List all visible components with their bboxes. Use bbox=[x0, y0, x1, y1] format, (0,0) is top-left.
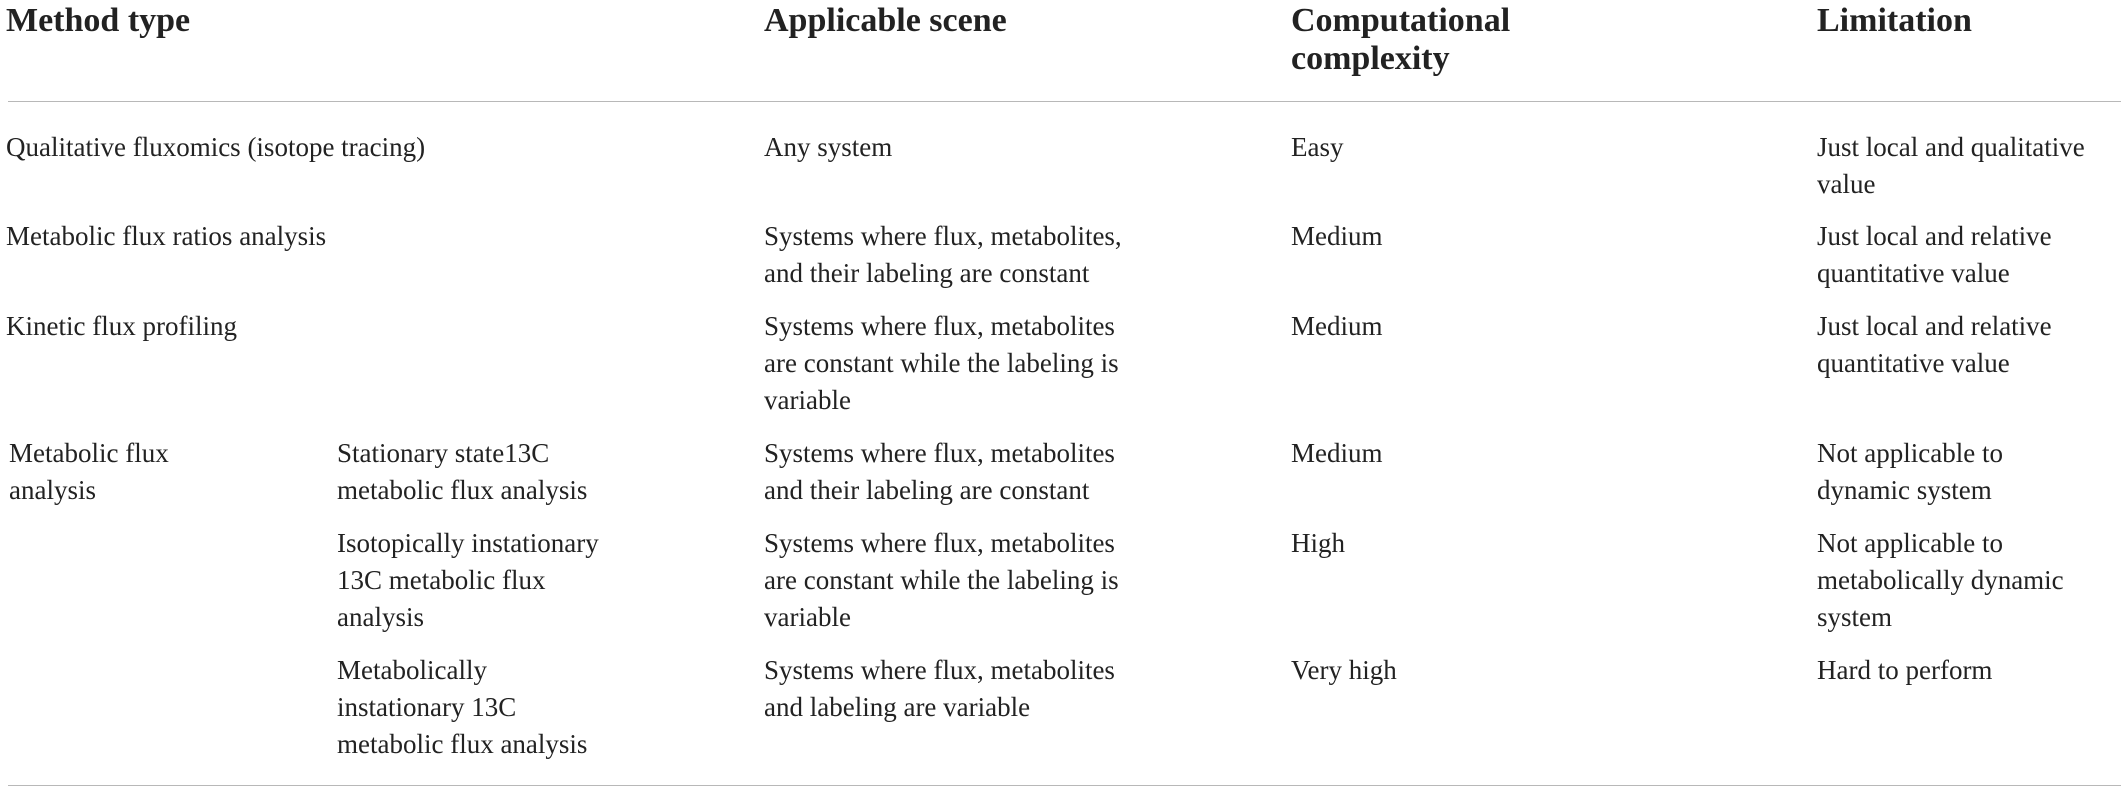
row-3-limitation-line: quantitative value bbox=[1817, 348, 2010, 378]
row-2-limitation-line: Just local and relative bbox=[1817, 221, 2052, 251]
subrow-2-scene-line: Systems where flux, metabolites bbox=[764, 528, 1115, 558]
subrow-3-limitation-line: Hard to perform bbox=[1817, 655, 1993, 685]
subrow-1-scene-line: Systems where flux, metabolites bbox=[764, 438, 1115, 468]
subrow-1-limitation bbox=[1817, 435, 2003, 509]
subrow-3-scene-line: and labeling are variable bbox=[764, 692, 1031, 722]
row-1-limitation-line: value bbox=[1817, 169, 1876, 199]
subrow-2-scene bbox=[764, 525, 1119, 636]
row-1-limitation bbox=[1817, 129, 2085, 203]
row-3-scene-line: are constant while the labeling is bbox=[764, 348, 1119, 378]
subrow-1-scene-line: and their labeling are constant bbox=[764, 475, 1090, 505]
row-3-limitation bbox=[1817, 308, 2052, 382]
row-3-scene bbox=[764, 308, 1119, 419]
group-method-label bbox=[9, 435, 169, 509]
subrow-1-submethod bbox=[337, 435, 587, 509]
row-1-complexity: Easy bbox=[1291, 132, 1344, 162]
row-1-limitation-line: Just local and qualitative bbox=[1817, 132, 2085, 162]
row-2-limitation-line: quantitative value bbox=[1817, 258, 2010, 288]
subrow-2-submethod bbox=[337, 525, 599, 636]
subrow-2-limitation-line: metabolically dynamic bbox=[1817, 565, 2064, 595]
subrow-3-limitation bbox=[1817, 652, 1992, 689]
subrow-3-submethod-line: instationary 13C bbox=[337, 692, 517, 722]
subrow-2-submethod-line: Isotopically instationary bbox=[337, 528, 599, 558]
table-bottom-rule bbox=[8, 785, 2121, 786]
subrow-1-limitation-line: dynamic system bbox=[1817, 475, 1992, 505]
row-1-scene bbox=[764, 129, 892, 166]
subrow-2-limitation bbox=[1817, 525, 2064, 636]
row-1-scene-line: Any system bbox=[764, 132, 893, 162]
subrow-2-submethod-line: 13C metabolic flux bbox=[337, 565, 546, 595]
subrow-1-limitation-line: Not applicable to bbox=[1817, 438, 2003, 468]
header-limitation: Limitation bbox=[1817, 2, 1972, 39]
subrow-3-submethod bbox=[337, 652, 587, 763]
subrow-2-scene-line: variable bbox=[764, 602, 851, 632]
row-2-method: Metabolic flux ratios analysis bbox=[6, 221, 327, 251]
row-3-complexity: Medium bbox=[1291, 311, 1383, 341]
subrow-3-scene-line: Systems where flux, metabolites bbox=[764, 655, 1115, 685]
header-method-type: Method type bbox=[6, 2, 191, 39]
group-method-label-line: analysis bbox=[9, 475, 96, 505]
row-2-limitation bbox=[1817, 218, 2052, 292]
row-1-method: Qualitative fluxomics (isotope tracing) bbox=[6, 132, 426, 162]
row-3-limitation-line: Just local and relative bbox=[1817, 311, 2052, 341]
header-applicable-scene: Applicable scene bbox=[764, 2, 1007, 39]
row-2-scene-line: Systems where flux, metabolites, bbox=[764, 221, 1122, 251]
row-2-scene-line: and their labeling are constant bbox=[764, 258, 1090, 288]
row-2-complexity: Medium bbox=[1291, 221, 1383, 251]
row-3-scene-line: Systems where flux, metabolites bbox=[764, 311, 1115, 341]
header-divider bbox=[8, 101, 2121, 102]
subrow-3-submethod-line: metabolic flux analysis bbox=[337, 729, 588, 759]
subrow-1-complexity: Medium bbox=[1291, 438, 1383, 468]
subrow-3-complexity: Very high bbox=[1291, 655, 1397, 685]
subrow-2-submethod-line: analysis bbox=[337, 602, 424, 632]
subrow-2-complexity: High bbox=[1291, 528, 1345, 558]
row-3-scene-line: variable bbox=[764, 385, 851, 415]
subrow-1-submethod-line: metabolic flux analysis bbox=[337, 475, 588, 505]
subrow-2-scene-line: are constant while the labeling is bbox=[764, 565, 1119, 595]
subrow-3-scene bbox=[764, 652, 1115, 726]
group-method-label-line: Metabolic flux bbox=[9, 438, 169, 468]
subrow-2-limitation-line: Not applicable to bbox=[1817, 528, 2003, 558]
subrow-1-submethod-line: Stationary state13C bbox=[337, 438, 550, 468]
header-complexity-line2: complexity bbox=[1291, 40, 1450, 77]
subrow-1-scene bbox=[764, 435, 1115, 509]
subrow-3-submethod-line: Metabolically bbox=[337, 655, 487, 685]
row-2-scene bbox=[764, 218, 1122, 292]
row-3-method: Kinetic flux profiling bbox=[6, 311, 237, 341]
header-complexity-line1: Computational bbox=[1291, 2, 1511, 39]
subrow-2-limitation-line: system bbox=[1817, 602, 1893, 632]
header-computational-complexity bbox=[1291, 2, 1510, 78]
